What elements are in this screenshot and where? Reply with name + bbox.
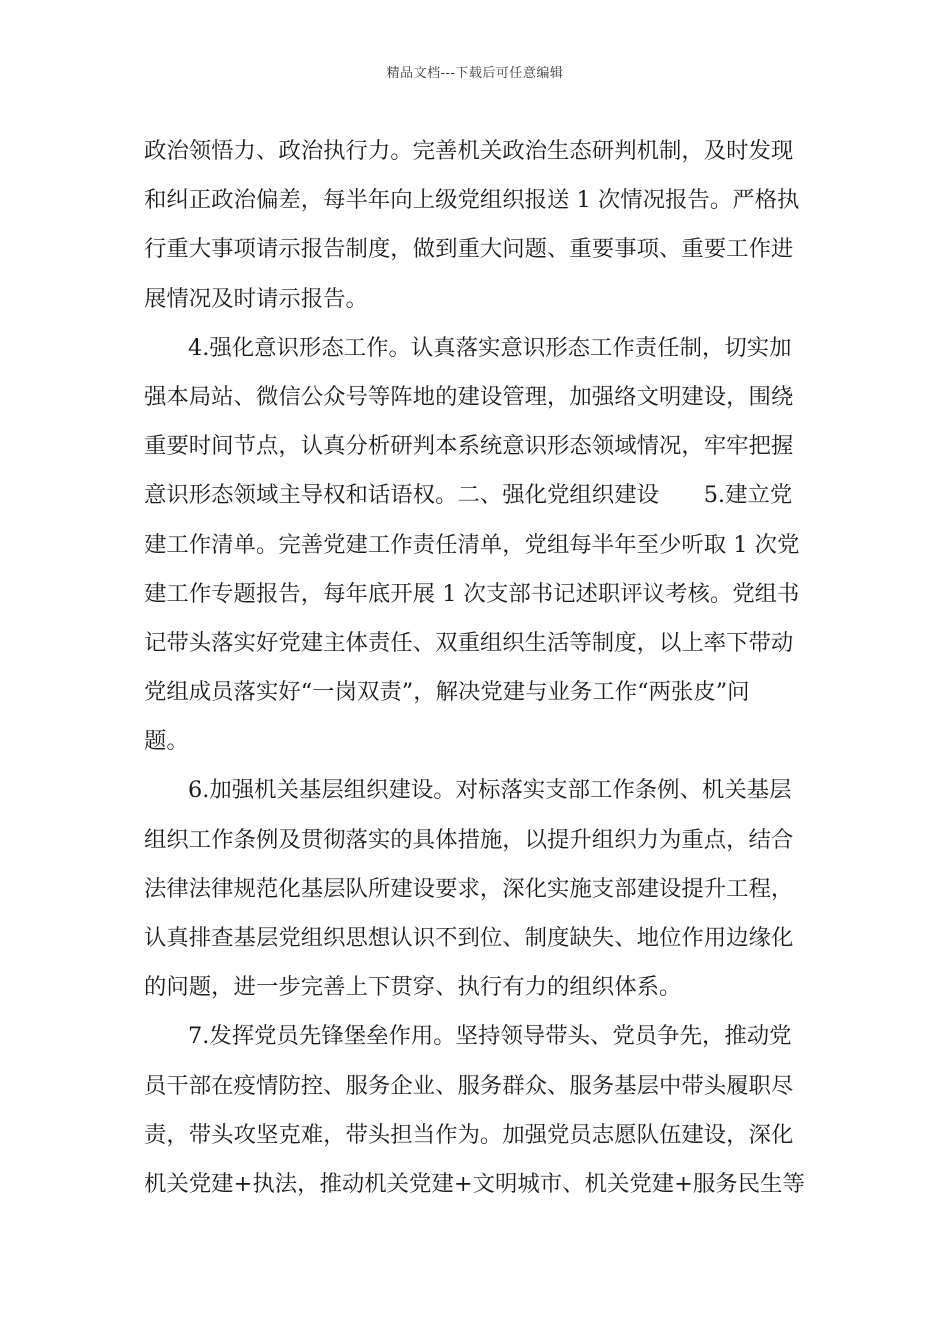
text-line: 展情况及时请示报告。 <box>144 285 368 312</box>
text-line: 强本局站、微信公众号等阵地的建设管理，加强络文明建设，围绕 <box>144 383 794 410</box>
text-line: 员干部在疫情防控、服务企业、服务群众、服务基层中带头履职尽 <box>144 1072 794 1099</box>
text-line: 组织工作条例及贯彻落实的具体措施，以提升组织力为重点，结合 <box>144 826 794 853</box>
text-line: 责，带头攻坚克难，带头担当作为。加强党员志愿队伍建设，深化 <box>144 1121 794 1148</box>
text-line: 政治领悟力、政治执行力。完善机关政治生态研判机制，及时发现 <box>144 138 794 164</box>
text-line: 的问题，进一步完善上下贯穿、执行有力的组织体系。 <box>144 974 682 1001</box>
text-line: 行重大事项请示报告制度，做到重大问题、重要事项、重要工作进 <box>144 236 794 263</box>
text-line: 建工作专题报告，每年底开展 1 次支部书记述职评议考核。党组书 <box>144 580 800 607</box>
paragraph-start-line: 6.加强机关基层组织建设。对标落实支部工作条例、机关基层 <box>188 777 792 804</box>
text-line: 机关党建+执法，推动机关党建+文明城市、机关党建+服务民生等 <box>144 1170 805 1197</box>
page-header: 精品文档---下载后可任意编辑 <box>386 66 564 81</box>
paragraph-start-line: 7.发挥党员先锋堡垒作用。坚持领导带头、党员争先，推动党 <box>188 1023 792 1050</box>
text-line: 建工作清单。完善党建工作责任清单，党组每半年至少听取 1 次党 <box>144 531 800 558</box>
text-line: 题。 <box>144 728 189 755</box>
paragraph-start-line: 4.强化意识形态工作。认真落实意识形态工作责任制，切实加 <box>188 334 792 361</box>
text-line: 记带头落实好党建主体责任、双重组织生活等制度，以上率下带动 <box>144 629 794 656</box>
document-body <box>144 127 810 1209</box>
text-line: 意识形态领域主导权和话语权。二、强化党组织建设 5.建立党 <box>144 482 793 509</box>
text-line: 认真排查基层党组织思想认识不到位、制度缺失、地位作用边缘化 <box>144 925 794 951</box>
text-line: 党组成员落实好“一岗双责”，解决党建与业务工作“两张皮”问 <box>144 679 750 706</box>
text-line: 法律法律规范化基层队所建设要求，深化实施支部建设提升工程， <box>144 875 794 902</box>
text-line: 重要时间节点，认真分析研判本系统意识形态领域情况，牢牢把握 <box>144 433 794 460</box>
text-line: 和纠正政治偏差，每半年向上级党组织报送 1 次情况报告。严格执 <box>144 187 800 214</box>
